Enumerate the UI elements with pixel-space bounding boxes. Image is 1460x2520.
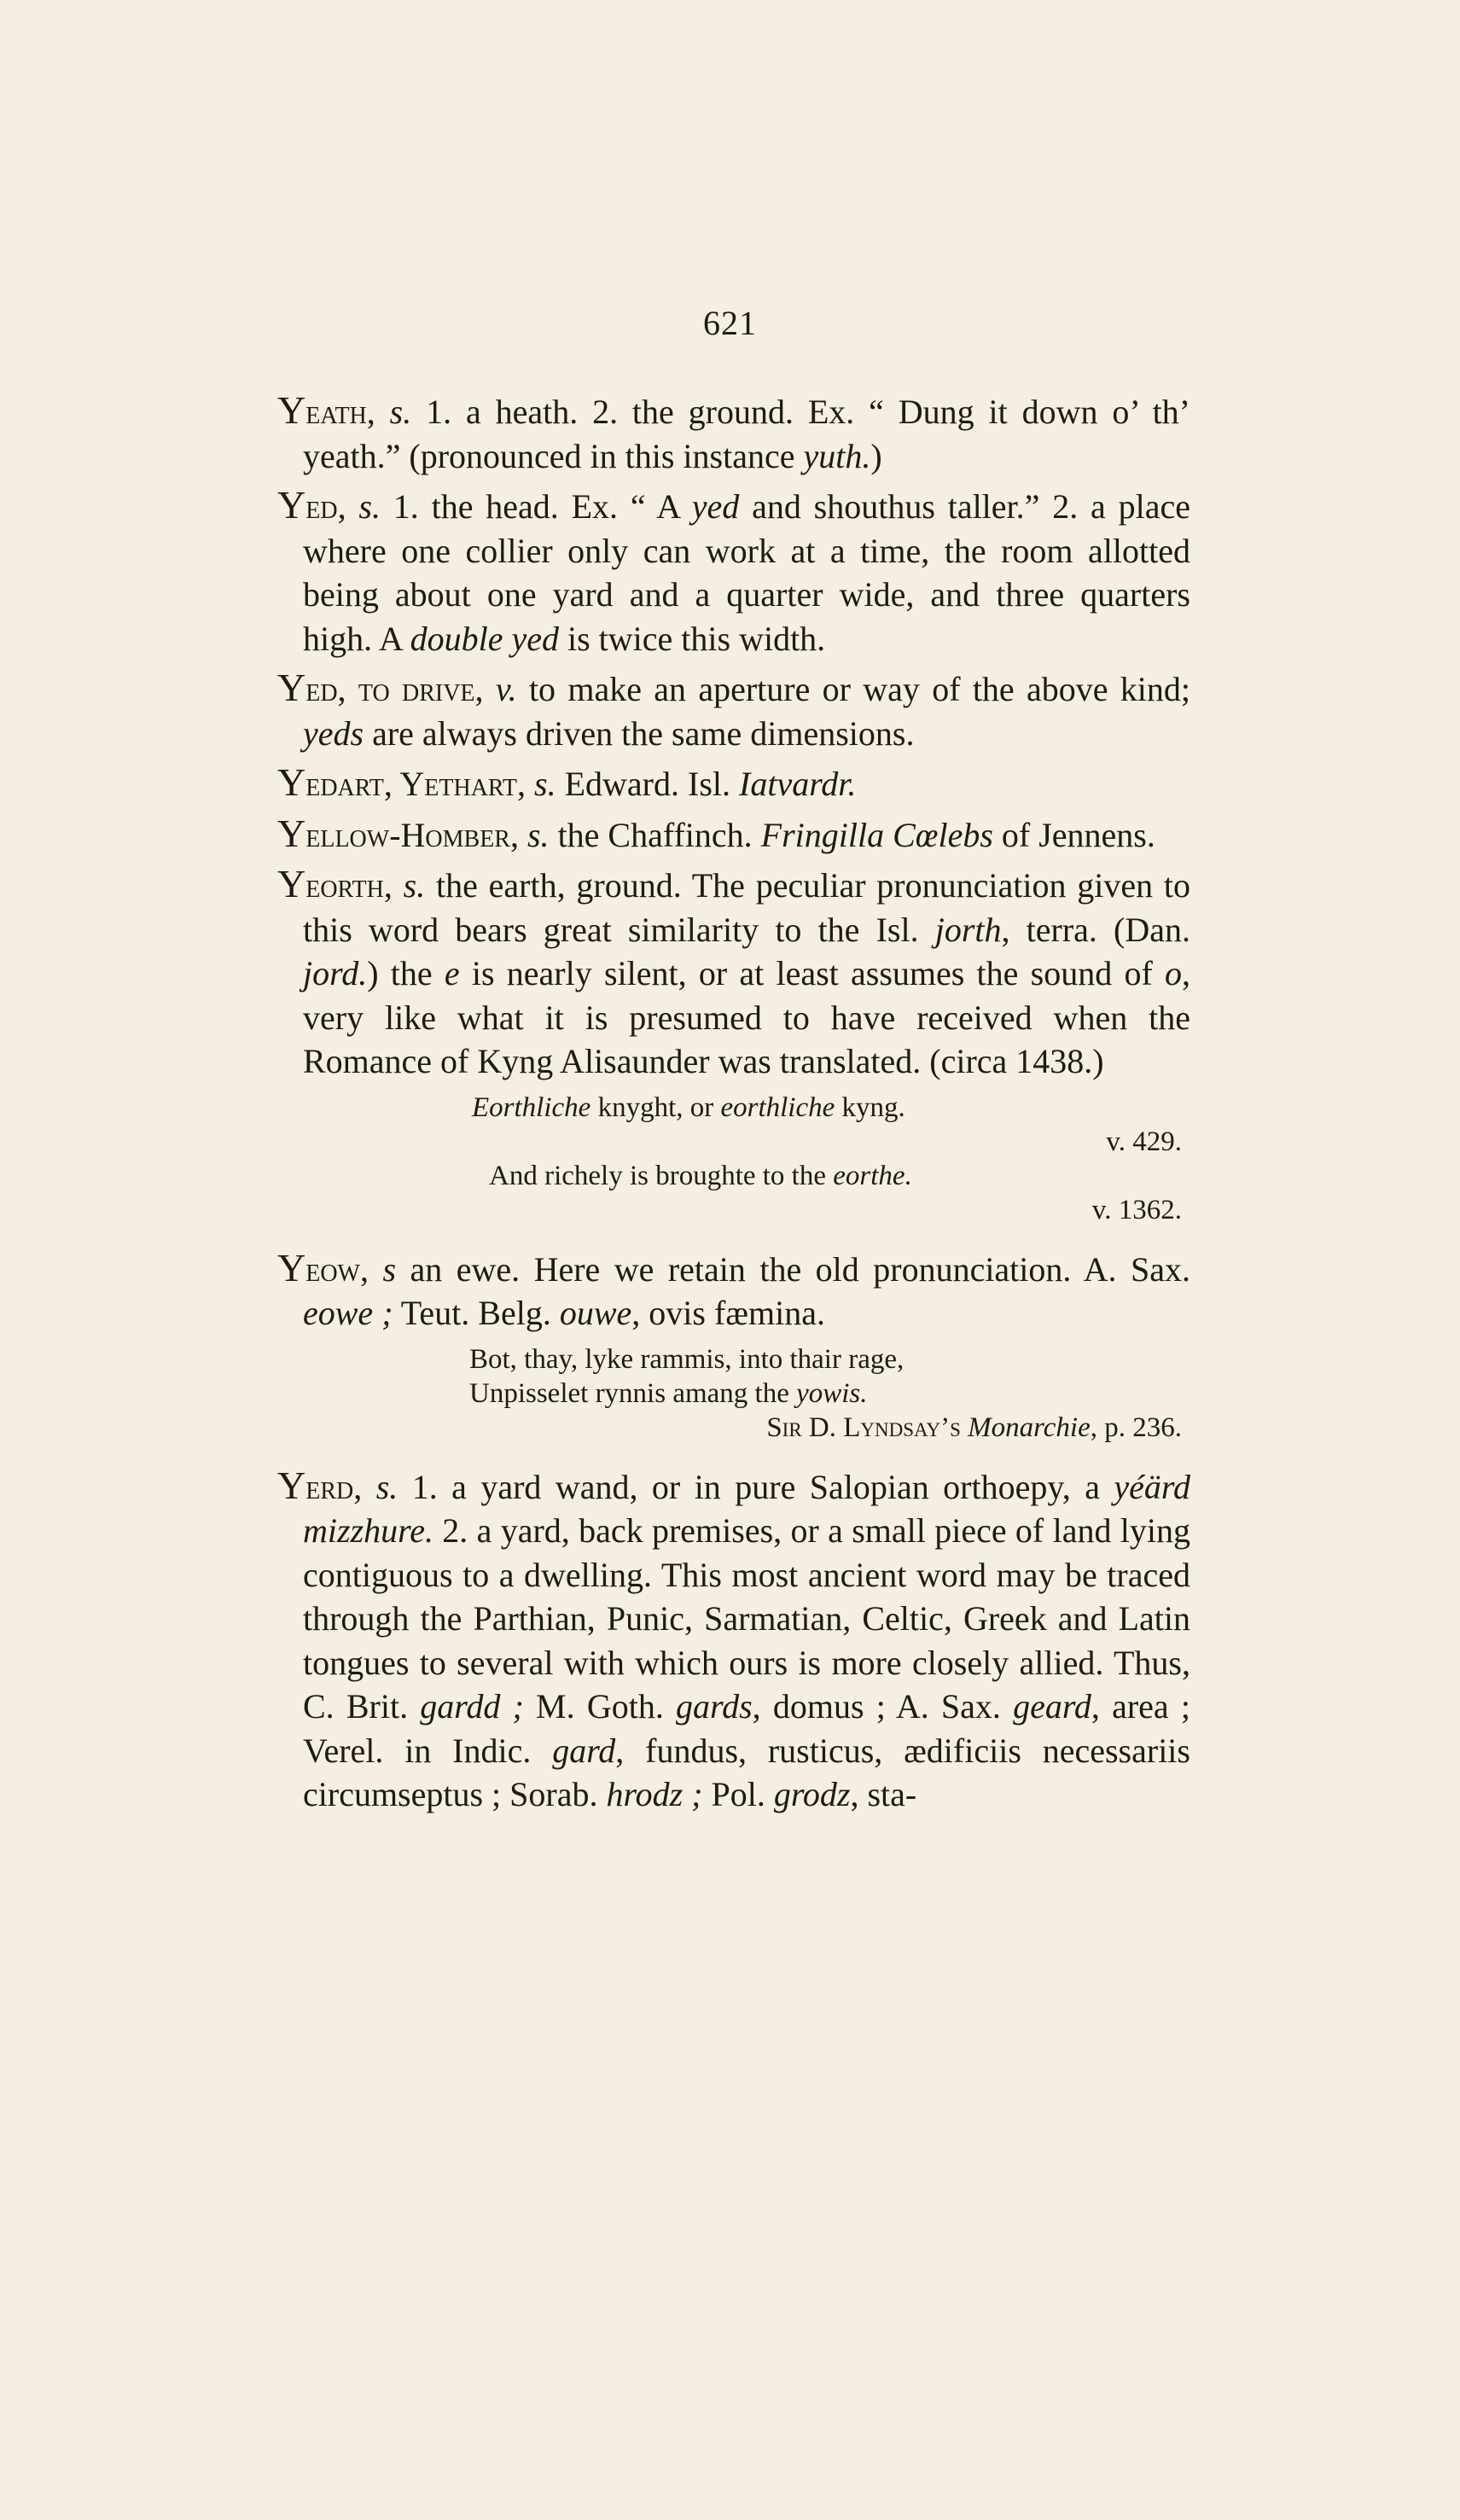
quote-reference: v. 429. <box>1106 1126 1182 1157</box>
entry-text: are always driven the same dimensions. <box>364 713 915 753</box>
headword-initial: Y <box>277 760 306 804</box>
part-of-speech: v. <box>495 670 517 708</box>
page-reference: , p. 236. <box>1090 1411 1182 1443</box>
entry-text: , <box>509 815 527 854</box>
headword: eow <box>305 1249 360 1289</box>
entry-yerd <box>277 1464 1190 1817</box>
quote-reference: v. 1362. <box>1091 1194 1182 1225</box>
entry-text: of Jennens. <box>992 815 1155 854</box>
entry-yeorth <box>277 862 1190 1084</box>
entry-yedart <box>277 760 1190 806</box>
headword: ed <box>305 487 338 526</box>
quote-line <box>277 1159 1190 1193</box>
page-number: 621 <box>703 304 757 342</box>
quote-text: kyng. <box>835 1091 905 1123</box>
entry-text: ) the <box>367 954 445 992</box>
entry-text: , area ; Verel. in Indic. <box>303 1687 1190 1770</box>
entry-text: the earth, ground. The peculiar pronunciation given to this word bears great similarity to the Isl. <box>303 866 1190 949</box>
italic-term: Iatvardr. <box>739 765 857 803</box>
work-title: Monarchie <box>968 1411 1091 1443</box>
italic-term: eowe ; <box>303 1294 393 1332</box>
part-of-speech: s. <box>526 815 550 854</box>
italic-term: grodz <box>773 1775 851 1813</box>
entry-text: 1. a yard wand, or in pure Salopian orthoepy, a <box>398 1467 1114 1506</box>
part-of-speech: s. <box>403 866 426 905</box>
headword-initial: Y <box>277 483 306 527</box>
headword: ellow-Homber <box>305 815 510 854</box>
entry-yeath <box>277 388 1190 478</box>
headword: ed, to drive <box>305 670 475 708</box>
headword-initial: Y <box>277 388 306 432</box>
entry-text: M. Goth. <box>523 1687 677 1726</box>
italic-term: geard <box>1013 1687 1091 1726</box>
italic-term: jord. <box>303 954 368 992</box>
italic-term: yeds <box>303 713 364 753</box>
entry-text: , <box>474 670 496 708</box>
headword: edart, Yethart <box>305 765 518 803</box>
entry-text: , sta- <box>850 1775 917 1813</box>
italic-term: eorthliche <box>720 1091 835 1123</box>
headword-initial: Y <box>277 1245 306 1289</box>
entry-text: , <box>337 487 359 526</box>
part-of-speech: s <box>382 1249 397 1289</box>
headword: erd <box>305 1467 354 1506</box>
entry-text: , <box>360 1249 383 1289</box>
author-name: Sir D. Lyndsay’s <box>766 1411 968 1443</box>
entry-text: is nearly silent, or at least assumes the sound of <box>459 954 1166 992</box>
entry-text: and shouthus taller.” 2. a place where one collier only can work at a time, the room allotted being about one yard and a quarter wide, and three quarters high. A <box>303 487 1191 658</box>
dictionary-text <box>277 388 1190 1822</box>
entry-text: 1. the head. Ex. “ A <box>380 487 692 526</box>
italic-term: yuth. <box>803 436 871 475</box>
italic-term: o <box>1165 954 1183 992</box>
entry-yellow-homber <box>277 812 1190 858</box>
italic-term: yed <box>691 487 740 526</box>
italic-term: eorthe. <box>833 1160 912 1191</box>
quote-reference <box>277 1411 1190 1445</box>
italic-term: Fringilla Cœlebs <box>760 815 993 854</box>
entry-text: is twice this width. <box>558 619 826 658</box>
entry-text: , <box>517 765 535 803</box>
italic-term: yowis. <box>796 1377 868 1409</box>
entry-text: , ovis fæmina. <box>631 1294 825 1332</box>
italic-term: gardd ; <box>420 1687 524 1726</box>
entry-yed-to-drive <box>277 666 1190 755</box>
italic-term: yéärd mizzhure. <box>303 1467 1191 1550</box>
entry-text: ) <box>870 436 882 475</box>
quotation-lyndsay <box>277 1342 1190 1445</box>
entry-text: 2. a yard, back premises, or a small piece of land lying contiguous to a dwelling. This most ancient word may be traced through the Parthian, Punic, Sarmatian, Celtic, Greek and Latin tongues to several with which ours is more closely allied. Thus, C. Brit. <box>303 1511 1190 1726</box>
quotation-alisaunder <box>277 1091 1190 1227</box>
entry-text: , domus ; A. Sax. <box>752 1687 1014 1726</box>
headword-initial: Y <box>277 862 306 905</box>
italic-term: gards <box>676 1687 753 1726</box>
entry-text: to make an aperture or way of the above kind; <box>516 670 1191 708</box>
entry-text: , fundus, rusticus, ædificiis necessariis circumseptus ; Sorab. <box>303 1731 1190 1813</box>
italic-term: jorth <box>934 910 1002 949</box>
entry-yeow <box>277 1246 1190 1336</box>
headword-initial: Y <box>277 1463 306 1507</box>
headword-initial: Y <box>277 811 306 855</box>
entry-text: , <box>383 866 404 905</box>
headword: eath <box>305 393 367 431</box>
entry-text: Pol. <box>702 1775 774 1813</box>
quote-line <box>277 1376 1190 1411</box>
entry-text: Edward. Isl. <box>555 765 740 803</box>
italic-term: e <box>444 954 460 992</box>
part-of-speech: s. <box>358 487 381 526</box>
quote-text: knyght, or <box>590 1091 721 1123</box>
headword: eorth <box>305 866 384 905</box>
entry-text: , <box>366 393 390 431</box>
italic-term: ouwe <box>559 1294 632 1332</box>
italic-term: Eorthliche <box>472 1091 591 1123</box>
part-of-speech: s. <box>375 1467 398 1506</box>
entry-yed <box>277 483 1190 661</box>
part-of-speech: s. <box>389 393 412 431</box>
entry-text: , very like what it is presumed to have received when the Romance of Kyng Alisaunder was translated. (circa 1438.) <box>303 954 1191 1080</box>
part-of-speech: s. <box>534 765 556 803</box>
entry-text: , <box>353 1467 376 1506</box>
quote-text: Unpisselet rynnis amang the <box>469 1377 797 1409</box>
headword-initial: Y <box>277 666 306 709</box>
entry-text: , terra. (Dan. <box>1001 910 1190 949</box>
entry-text: 1. a heath. 2. the ground. Ex. “ Dung it down o’ th’ yeath.” (pronounced in this instance <box>303 393 1190 475</box>
quote-text: And richely is broughte to the <box>489 1160 834 1191</box>
italic-term: gard <box>552 1731 616 1770</box>
entry-text: the Chaffinch. <box>549 815 761 854</box>
entry-text: Teut. Belg. <box>393 1294 560 1332</box>
entry-text: an ewe. Here we retain the old pronunciation. A. Sax. <box>396 1249 1191 1289</box>
quote-line <box>277 1091 1190 1125</box>
italic-term: double yed <box>410 619 559 658</box>
quote-line: Bot, thay, lyke rammis, into thair rage, <box>469 1343 905 1375</box>
italic-term: hrodz ; <box>606 1775 703 1813</box>
